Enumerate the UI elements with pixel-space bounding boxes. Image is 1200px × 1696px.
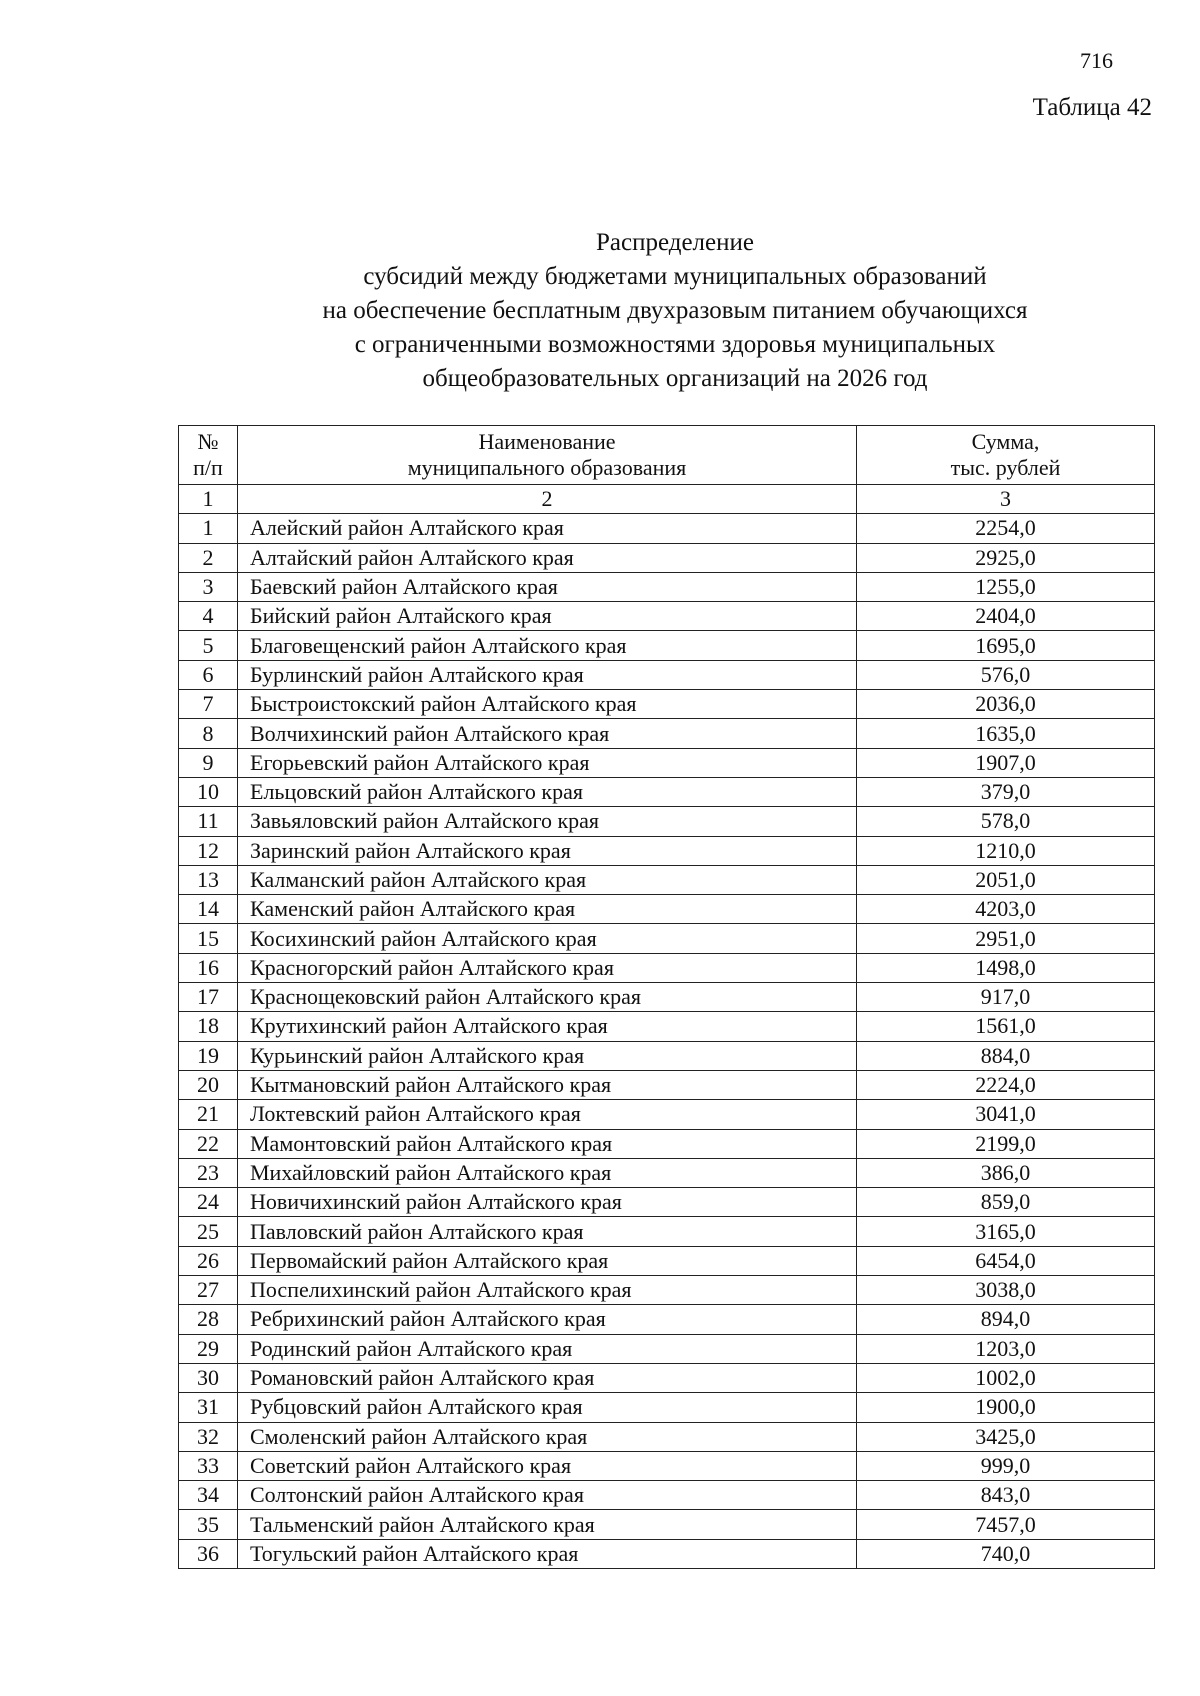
row-municipality: Егорьевский район Алтайского края <box>238 748 857 777</box>
row-municipality: Каменский район Алтайского края <box>238 895 857 924</box>
row-municipality: Завьяловский район Алтайского края <box>238 807 857 836</box>
row-municipality: Михайловский район Алтайского края <box>238 1158 857 1187</box>
row-number: 11 <box>179 807 238 836</box>
row-municipality: Быстроистокский район Алтайского края <box>238 690 857 719</box>
row-number: 32 <box>179 1422 238 1451</box>
row-number: 12 <box>179 836 238 865</box>
table-row <box>179 572 1155 601</box>
row-municipality: Романовский район Алтайского края <box>238 1363 857 1392</box>
row-sum: 3038,0 <box>857 1276 1155 1305</box>
header-name-line: Наименование <box>478 429 616 454</box>
row-sum: 4203,0 <box>857 895 1155 924</box>
table-row <box>179 1422 1155 1451</box>
row-number: 14 <box>179 895 238 924</box>
row-municipality: Косихинский район Алтайского края <box>238 924 857 953</box>
row-number: 36 <box>179 1539 238 1568</box>
table-body <box>179 514 1155 1569</box>
column-index-row <box>179 485 1155 514</box>
header-sum-line: тыс. рублей <box>950 455 1061 480</box>
table-row <box>179 1129 1155 1158</box>
table-row <box>179 631 1155 660</box>
row-number: 15 <box>179 924 238 953</box>
title-line: Распределение <box>596 229 754 256</box>
column-index: 3 <box>857 485 1155 514</box>
table-row <box>179 1188 1155 1217</box>
row-sum: 1635,0 <box>857 719 1155 748</box>
table-row <box>179 895 1155 924</box>
row-sum: 859,0 <box>857 1188 1155 1217</box>
row-number: 4 <box>179 602 238 631</box>
row-municipality: Курьинский район Алтайского края <box>238 1041 857 1070</box>
table-row <box>179 1276 1155 1305</box>
table-row <box>179 1217 1155 1246</box>
row-sum: 6454,0 <box>857 1246 1155 1275</box>
row-sum: 1695,0 <box>857 631 1155 660</box>
table-row <box>179 807 1155 836</box>
row-municipality: Волчихинский район Алтайского края <box>238 719 857 748</box>
table-row <box>179 1070 1155 1099</box>
header-sum-line: Сумма, <box>971 429 1040 454</box>
table-row <box>179 543 1155 572</box>
row-sum: 576,0 <box>857 660 1155 689</box>
row-municipality: Родинский район Алтайского края <box>238 1334 857 1363</box>
table-row <box>179 1041 1155 1070</box>
table-row <box>179 1510 1155 1539</box>
subsidy-table <box>178 425 1155 1569</box>
row-municipality: Баевский район Алтайского края <box>238 572 857 601</box>
row-number: 6 <box>179 660 238 689</box>
row-municipality: Мамонтовский район Алтайского края <box>238 1129 857 1158</box>
title-line: субсидий между бюджетами муниципальных образований <box>363 263 987 290</box>
row-number: 10 <box>179 777 238 806</box>
row-sum: 2036,0 <box>857 690 1155 719</box>
row-sum: 1498,0 <box>857 953 1155 982</box>
title-line: с ограниченными возможностями здоровья муниципальных <box>354 331 996 358</box>
row-number: 25 <box>179 1217 238 1246</box>
header-sum <box>857 426 1155 485</box>
row-municipality: Тальменский район Алтайского края <box>238 1510 857 1539</box>
row-sum: 3165,0 <box>857 1217 1155 1246</box>
row-sum: 740,0 <box>857 1539 1155 1568</box>
document-title <box>160 226 1190 396</box>
table-row <box>179 514 1155 543</box>
row-municipality: Советский район Алтайского края <box>238 1451 857 1480</box>
table-row <box>179 1012 1155 1041</box>
row-municipality: Ельцовский район Алтайского края <box>238 777 857 806</box>
row-municipality: Крутихинский район Алтайского края <box>238 1012 857 1041</box>
row-sum: 578,0 <box>857 807 1155 836</box>
row-municipality: Бурлинский район Алтайского края <box>238 660 857 689</box>
row-sum: 884,0 <box>857 1041 1155 1070</box>
table-row <box>179 1363 1155 1392</box>
table-label: Таблица 42 <box>1032 94 1152 121</box>
table-row <box>179 1100 1155 1129</box>
row-number: 7 <box>179 690 238 719</box>
table-row <box>179 748 1155 777</box>
table-row <box>179 836 1155 865</box>
row-municipality: Новичихинский район Алтайского края <box>238 1188 857 1217</box>
row-number: 2 <box>179 543 238 572</box>
row-sum: 2051,0 <box>857 865 1155 894</box>
row-sum: 2199,0 <box>857 1129 1155 1158</box>
row-municipality: Локтевский район Алтайского края <box>238 1100 857 1129</box>
column-index: 1 <box>179 485 238 514</box>
table-row <box>179 1158 1155 1187</box>
row-sum: 379,0 <box>857 777 1155 806</box>
header-num-line: № <box>197 429 219 454</box>
row-number: 17 <box>179 983 238 1012</box>
row-municipality: Тогульский район Алтайского края <box>238 1539 857 1568</box>
row-sum: 3425,0 <box>857 1422 1155 1451</box>
row-number: 8 <box>179 719 238 748</box>
row-municipality: Павловский район Алтайского края <box>238 1217 857 1246</box>
row-sum: 1002,0 <box>857 1363 1155 1392</box>
row-municipality: Кытмановский район Алтайского края <box>238 1070 857 1099</box>
row-number: 21 <box>179 1100 238 1129</box>
row-number: 28 <box>179 1305 238 1334</box>
row-number: 24 <box>179 1188 238 1217</box>
table-row <box>179 1451 1155 1480</box>
row-municipality: Первомайский район Алтайского края <box>238 1246 857 1275</box>
row-sum: 1907,0 <box>857 748 1155 777</box>
table-row <box>179 924 1155 953</box>
row-number: 35 <box>179 1510 238 1539</box>
table-header-row <box>179 426 1155 485</box>
row-municipality: Бийский район Алтайского края <box>238 602 857 631</box>
title-line: общеобразовательных организаций на 2026 год <box>422 365 928 392</box>
header-name <box>238 426 857 485</box>
row-number: 27 <box>179 1276 238 1305</box>
row-sum: 999,0 <box>857 1451 1155 1480</box>
row-sum: 917,0 <box>857 983 1155 1012</box>
row-sum: 843,0 <box>857 1481 1155 1510</box>
table-row <box>179 1246 1155 1275</box>
row-municipality: Рубцовский район Алтайского края <box>238 1393 857 1422</box>
row-number: 9 <box>179 748 238 777</box>
row-sum: 2224,0 <box>857 1070 1155 1099</box>
row-sum: 894,0 <box>857 1305 1155 1334</box>
row-municipality: Ребрихинский район Алтайского края <box>238 1305 857 1334</box>
row-number: 16 <box>179 953 238 982</box>
title-line: на обеспечение бесплатным двухразовым питанием обучающихся <box>322 297 1028 324</box>
row-number: 22 <box>179 1129 238 1158</box>
row-municipality: Поспелихинский район Алтайского края <box>238 1276 857 1305</box>
table-row <box>179 660 1155 689</box>
row-number: 20 <box>179 1070 238 1099</box>
row-municipality: Красногорский район Алтайского края <box>238 953 857 982</box>
row-sum: 3041,0 <box>857 1100 1155 1129</box>
row-municipality: Краснощековский район Алтайского края <box>238 983 857 1012</box>
row-number: 5 <box>179 631 238 660</box>
table-row <box>179 865 1155 894</box>
row-number: 19 <box>179 1041 238 1070</box>
row-municipality: Благовещенский район Алтайского края <box>238 631 857 660</box>
row-sum: 1900,0 <box>857 1393 1155 1422</box>
row-sum: 7457,0 <box>857 1510 1155 1539</box>
table-row <box>179 602 1155 631</box>
table-row <box>179 1393 1155 1422</box>
table-row <box>179 983 1155 1012</box>
table-row <box>179 953 1155 982</box>
row-sum: 2951,0 <box>857 924 1155 953</box>
header-num-line: п/п <box>193 455 223 480</box>
table-row <box>179 690 1155 719</box>
row-number: 29 <box>179 1334 238 1363</box>
row-municipality: Солтонский район Алтайского края <box>238 1481 857 1510</box>
row-number: 23 <box>179 1158 238 1187</box>
row-number: 26 <box>179 1246 238 1275</box>
row-municipality: Алтайский район Алтайского края <box>238 543 857 572</box>
row-municipality: Алейский район Алтайского края <box>238 514 857 543</box>
row-sum: 2404,0 <box>857 602 1155 631</box>
row-number: 34 <box>179 1481 238 1510</box>
row-municipality: Калманский район Алтайского края <box>238 865 857 894</box>
row-sum: 1203,0 <box>857 1334 1155 1363</box>
row-number: 33 <box>179 1451 238 1480</box>
row-municipality: Заринский район Алтайского края <box>238 836 857 865</box>
header-num <box>179 426 238 485</box>
table-row <box>179 1481 1155 1510</box>
row-number: 31 <box>179 1393 238 1422</box>
row-number: 3 <box>179 572 238 601</box>
row-sum: 1561,0 <box>857 1012 1155 1041</box>
table-row <box>179 777 1155 806</box>
row-sum: 1210,0 <box>857 836 1155 865</box>
header-name-line: муниципального образования <box>407 455 687 480</box>
row-sum: 2925,0 <box>857 543 1155 572</box>
row-number: 1 <box>179 514 238 543</box>
row-sum: 1255,0 <box>857 572 1155 601</box>
row-number: 18 <box>179 1012 238 1041</box>
table-row <box>179 1539 1155 1568</box>
page-number: 716 <box>1080 48 1113 73</box>
row-municipality: Смоленский район Алтайского края <box>238 1422 857 1451</box>
table-row <box>179 1334 1155 1363</box>
table-row <box>179 1305 1155 1334</box>
row-number: 30 <box>179 1363 238 1392</box>
column-index: 2 <box>238 485 857 514</box>
row-sum: 2254,0 <box>857 514 1155 543</box>
row-sum: 386,0 <box>857 1158 1155 1187</box>
row-number: 13 <box>179 865 238 894</box>
table-row <box>179 719 1155 748</box>
